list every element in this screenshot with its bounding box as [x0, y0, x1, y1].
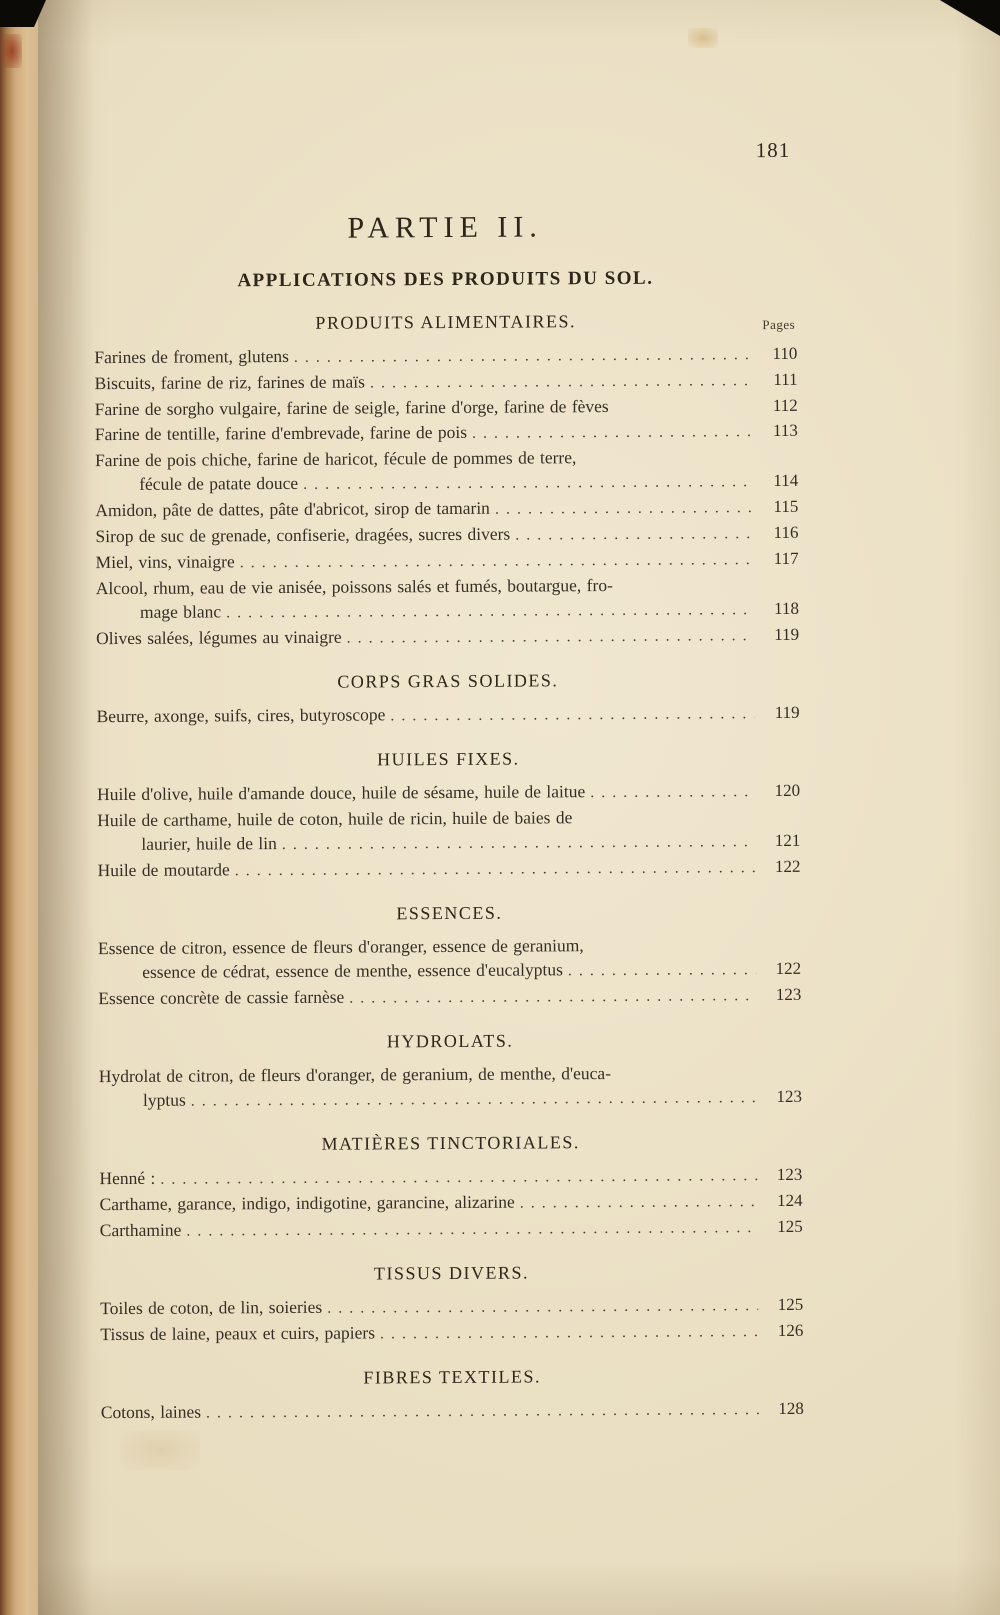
entry-text: Huile de moutarde	[97, 859, 230, 881]
entry-page-number: 118	[774, 598, 800, 619]
section-heading	[100, 1260, 803, 1286]
section-heading-text: PRODUITS ALIMENTAIRES.	[315, 311, 577, 333]
dot-leader	[282, 828, 756, 857]
entry-page-number: 124	[777, 1190, 803, 1211]
toc-entry	[100, 1214, 803, 1244]
toc-entry	[98, 982, 801, 1012]
section-heading-text: HYDROLATS.	[386, 1030, 514, 1052]
entry-text: Amidon, pâte de dattes, pâte d'abricot, sirop de tamarin	[95, 497, 490, 521]
section-heading	[96, 668, 799, 694]
scan-corner-top-right	[930, 0, 1000, 36]
entry-page-number: 123	[776, 1164, 803, 1185]
entry-page-number: 110	[772, 343, 798, 364]
entry-page-number: 125	[777, 1294, 804, 1314]
entry-text: Carthamine	[99, 1219, 182, 1241]
pages-column-label: Pages	[762, 316, 796, 333]
dot-leader	[472, 418, 753, 446]
entry-text: Sirop de suc de grenade, confiserie, dragées, sucres divers	[95, 523, 511, 547]
entry-text: mage blanc	[139, 601, 222, 622]
entry-text: Biscuits, farine de riz, farines de maïs	[94, 371, 365, 394]
entry-text: Essence concrète de cassie farnèse	[98, 986, 345, 1009]
toc-section	[99, 1130, 803, 1244]
toc-entry	[100, 1318, 803, 1348]
entry-page-number: 119	[774, 624, 800, 645]
dot-leader	[495, 494, 754, 522]
part-title: PARTIE II.	[347, 210, 543, 245]
toc-entry	[96, 546, 799, 576]
entry-text: Toiles de coton, de lin, soieries	[100, 1296, 323, 1319]
entry-page-number: 112	[772, 395, 798, 416]
entry-line: Essence de citron, essence de fleurs d'oranger, essence de geranium,	[97, 935, 584, 959]
toc-section	[94, 309, 799, 652]
dot-leader	[327, 1292, 758, 1321]
entry-line: Farine de pois chiche, farine de haricot, fécule de pommes de terre,	[94, 447, 577, 471]
entry-text: Tissus de laine, peaux et cuirs, papiers	[100, 1322, 376, 1345]
section-heading-text: MATIÈRES TINCTORIALES.	[321, 1132, 580, 1154]
entry-text: Carthame, garance, indigo, indigotine, garancine, alizarine	[99, 1191, 515, 1215]
entry-text: Miel, vins, vinaigre	[95, 551, 235, 573]
book-gutter-edge	[0, 0, 38, 1615]
entry-page-number: 113	[772, 420, 798, 441]
entry-text: Henné :	[99, 1167, 156, 1189]
page-content	[93, 138, 804, 1426]
section-heading	[97, 746, 800, 772]
toc-entry	[95, 444, 798, 498]
entry-page-number: 117	[773, 548, 799, 569]
entry-line	[97, 778, 800, 808]
entry-text: Cotons, laines	[100, 1401, 202, 1423]
entry-text: Olives salées, légumes au vinaigre	[96, 626, 342, 649]
entry-line	[96, 546, 799, 576]
entry-text: lyptus	[142, 1089, 186, 1110]
entry-page-number: 121	[774, 830, 801, 851]
entry-page-number: 119	[774, 702, 800, 723]
toc-entry	[96, 622, 799, 652]
toc-section	[98, 900, 802, 1012]
entry-line	[94, 367, 797, 397]
folio-page-number: 181	[755, 137, 791, 163]
entry-line	[96, 622, 799, 652]
entry-page-number: 122	[775, 958, 802, 979]
entry-page-number: 126	[777, 1320, 804, 1340]
dot-leader	[568, 956, 756, 983]
entry-line	[100, 1214, 803, 1244]
toc-entry	[99, 1060, 802, 1114]
dot-leader	[380, 1318, 759, 1346]
gutter-shadow	[38, 0, 93, 1615]
entry-text: Farine de sorgho vulgaire, farine de seigle, farine d'orge, farine de fèves	[94, 396, 609, 420]
section-heading-text: FIBRES TEXTILES.	[363, 1366, 542, 1388]
dot-leader	[303, 468, 753, 497]
entry-page-number: 111	[773, 369, 798, 390]
section-heading	[94, 309, 797, 335]
entry-page-number: 114	[773, 470, 799, 491]
toc-section	[101, 1364, 804, 1426]
toc	[94, 309, 804, 1426]
binding-fleck	[2, 34, 22, 68]
section-heading	[98, 900, 801, 926]
paper-stain	[688, 28, 718, 48]
dot-leader	[226, 596, 754, 625]
part-subtitle: APPLICATIONS DES PRODUITS DU SOL.	[237, 267, 654, 292]
entry-text: Farine de tentille, farine d'embrevade, farine de pois	[94, 421, 468, 445]
dot-leader	[614, 411, 753, 412]
entry-line: Alcool, rhum, eau de vie anisée, poissons salés et fumés, boutargue, fro-	[95, 574, 613, 599]
toc-entry	[98, 932, 801, 986]
toc-entry	[97, 700, 800, 730]
entry-text: essence de cédrat, essence de menthe, essence d'eucalyptus	[142, 959, 563, 982]
dot-leader	[240, 546, 754, 575]
dot-leader	[160, 1162, 757, 1192]
section-heading-text: ESSENCES.	[396, 902, 503, 924]
entry-page-number: 122	[774, 856, 801, 877]
dot-leader	[515, 520, 753, 547]
toc-entry	[94, 367, 797, 397]
toc-section	[97, 746, 801, 884]
dot-leader	[235, 854, 756, 883]
entry-page-number: 125	[777, 1216, 803, 1237]
entry-line	[100, 1318, 803, 1348]
entry-line	[95, 418, 798, 448]
entry-page-number: 120	[774, 780, 801, 801]
entry-text: Huile d'olive, huile d'amande douce, huile de sésame, huile de laitue	[97, 781, 586, 805]
entry-page-number: 128	[778, 1398, 804, 1418]
entry-line	[97, 854, 800, 884]
entry-line: Huile de carthame, huile de coton, huile de ricin, huile de baies de	[97, 807, 573, 831]
toc-entry	[96, 572, 799, 626]
entry-line: Hydrolat de citron, de fleurs d'oranger, de geranium, de menthe, d'euca-	[98, 1063, 612, 1087]
section-heading-text: TISSUS DIVERS.	[373, 1262, 530, 1284]
dot-leader	[191, 1084, 757, 1113]
section-heading-text: CORPS GRAS SOLIDES.	[337, 670, 559, 692]
toc-section	[100, 1260, 804, 1348]
dot-leader	[590, 778, 755, 805]
entry-line	[97, 700, 800, 730]
entry-page-number: 123	[775, 984, 802, 1005]
entry-line	[101, 1396, 804, 1426]
section-heading	[99, 1028, 802, 1054]
entry-page-number: 123	[776, 1086, 802, 1107]
dot-leader	[520, 1188, 758, 1215]
entry-text: fécule de patate douce	[139, 472, 299, 494]
entry-line	[99, 1084, 802, 1114]
toc-section	[99, 1028, 802, 1114]
dot-leader	[347, 622, 755, 650]
section-heading-text: HUILES FIXES.	[377, 748, 520, 770]
section-heading	[101, 1364, 804, 1390]
entry-text: Beurre, axonge, suifs, cires, butyroscope	[96, 704, 386, 727]
entry-line	[98, 982, 801, 1012]
entry-text: laurier, huile de lin	[141, 833, 277, 854]
entry-text: Farines de froment, glutens	[94, 345, 289, 368]
toc-entry	[97, 854, 800, 884]
dot-leader	[186, 1214, 758, 1243]
section-heading	[99, 1130, 802, 1156]
toc-entry	[101, 1396, 804, 1426]
toc-entry	[97, 804, 800, 858]
dot-leader	[206, 1396, 759, 1425]
entry-page-number: 115	[773, 496, 799, 517]
paper-stain	[120, 1430, 200, 1470]
dot-leader	[294, 341, 753, 370]
toc-entry	[95, 418, 798, 448]
dot-leader	[390, 700, 754, 728]
dot-leader	[349, 982, 756, 1010]
entry-page-number: 116	[773, 522, 799, 543]
toc-section	[96, 668, 799, 730]
toc-entry	[97, 778, 800, 808]
dot-leader	[370, 367, 753, 395]
